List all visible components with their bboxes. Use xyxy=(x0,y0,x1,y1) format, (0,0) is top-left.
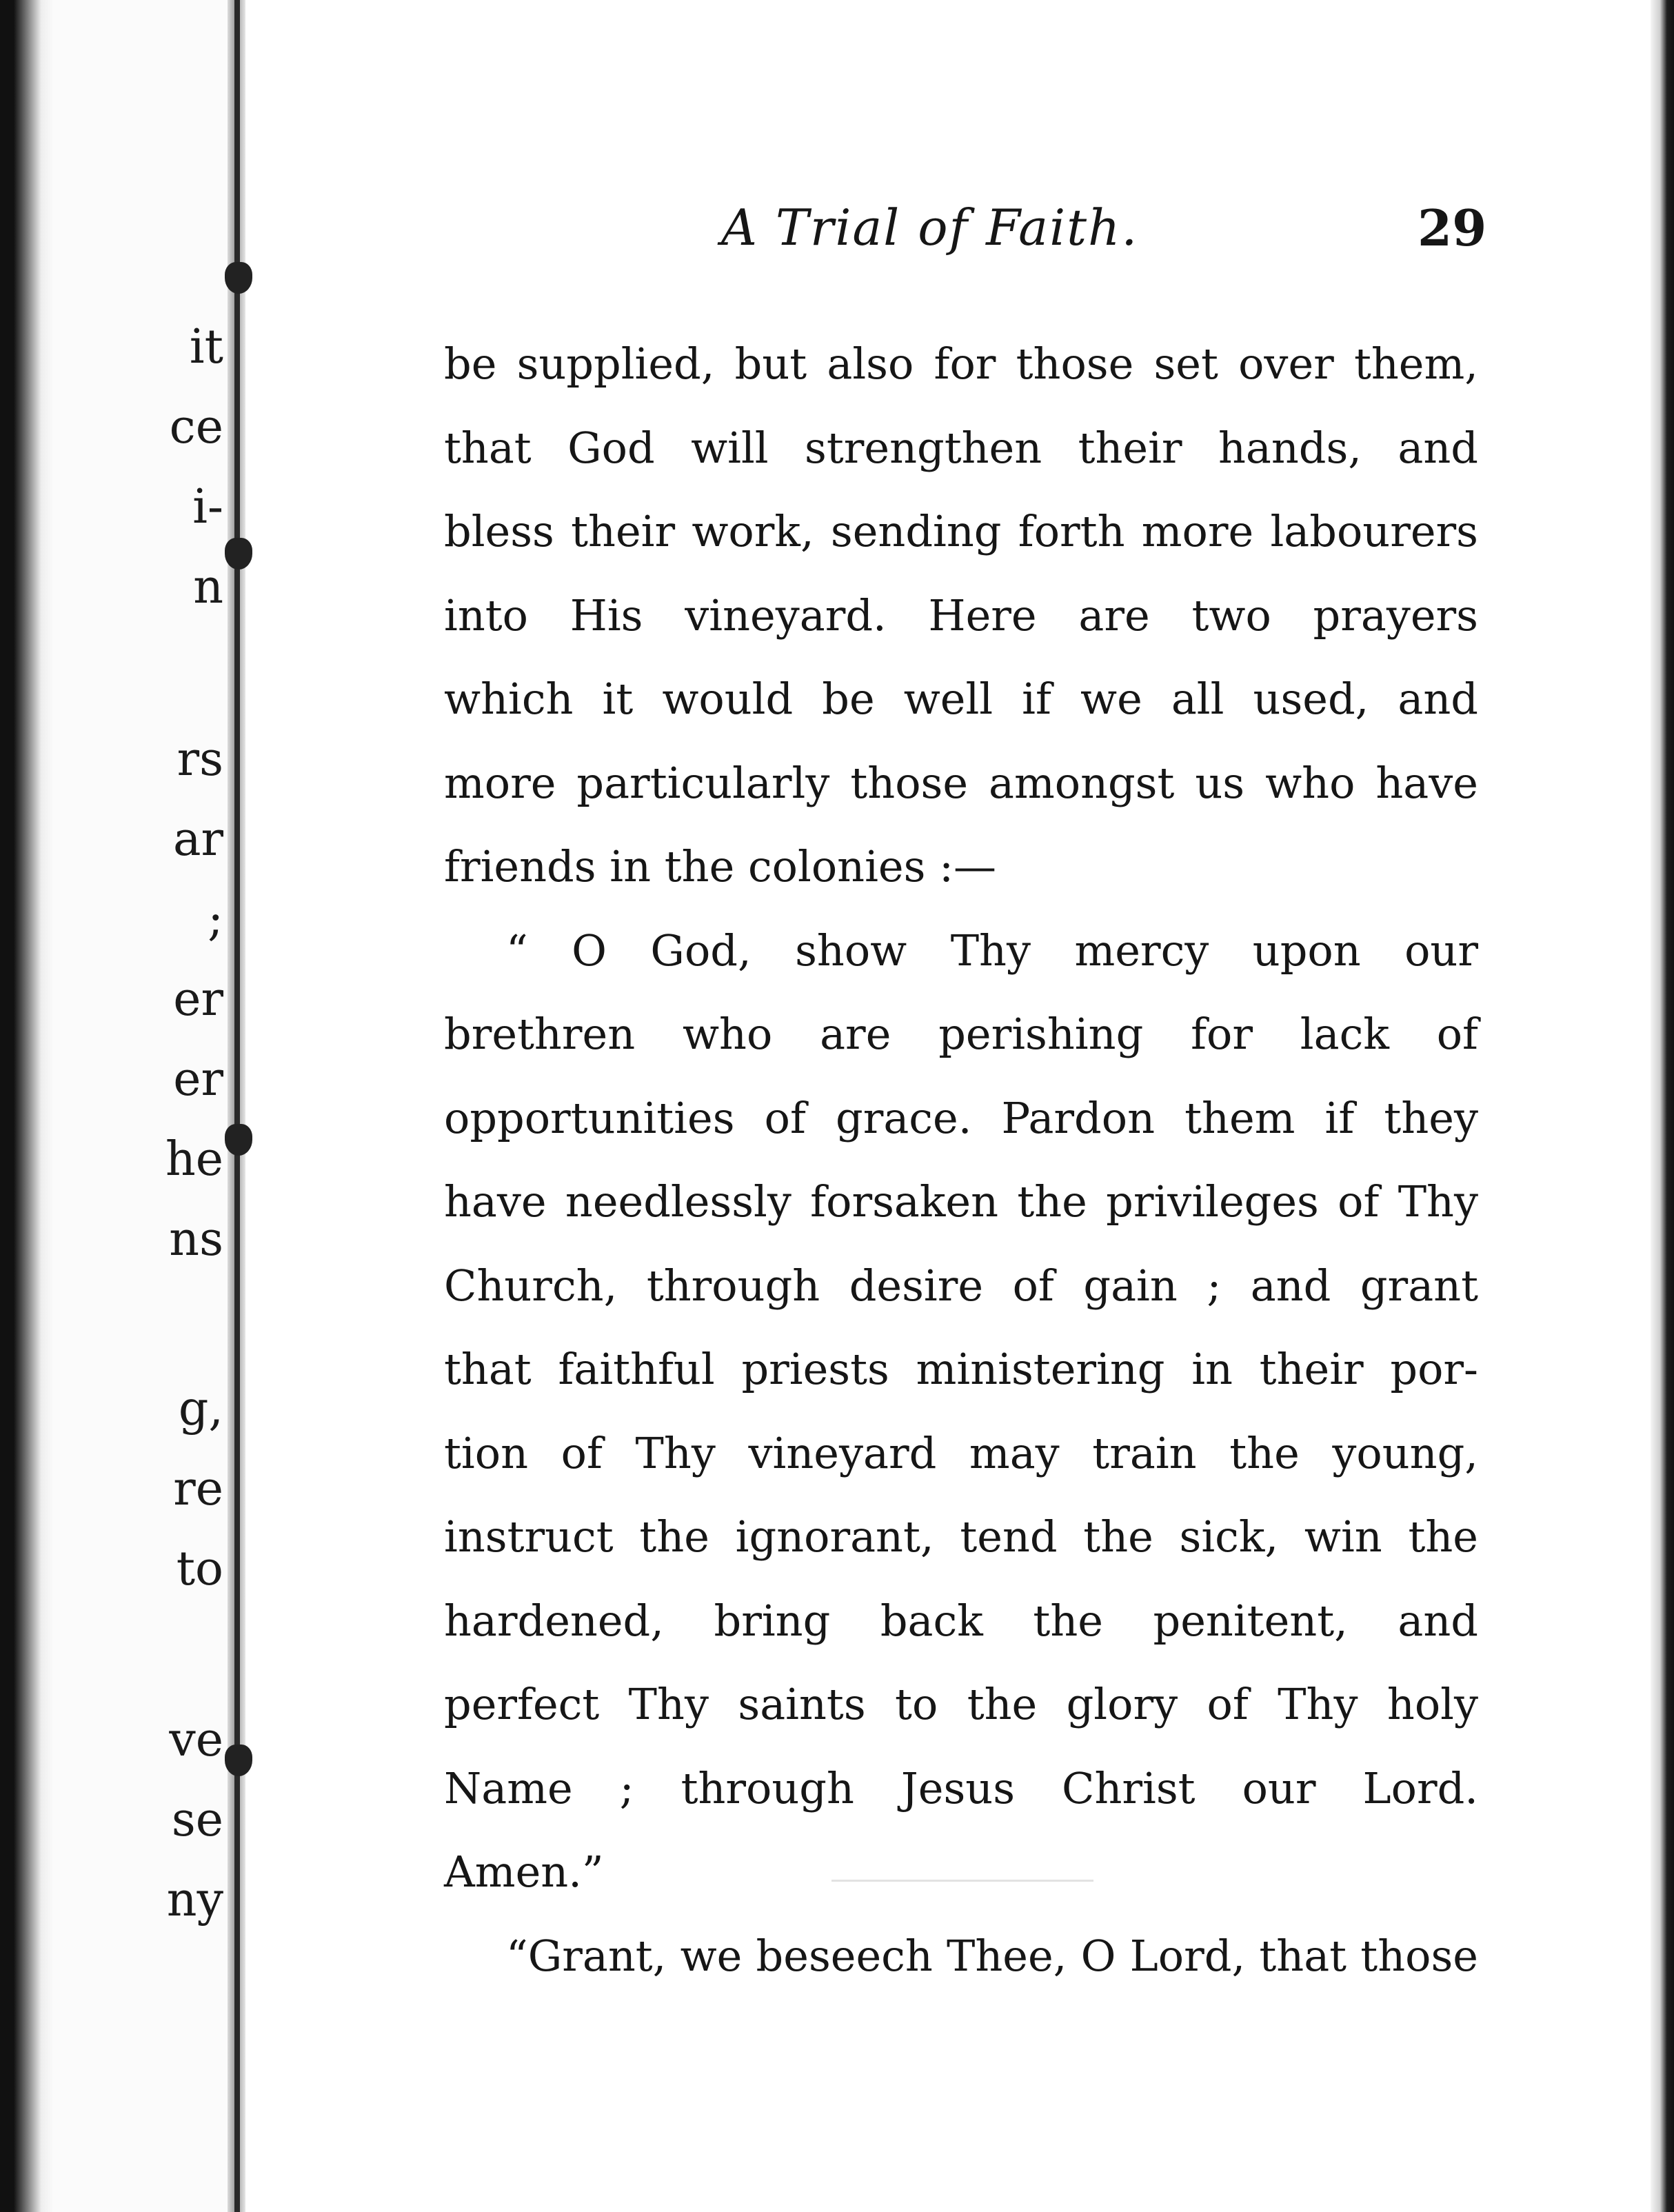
bleed-through-rule xyxy=(831,1880,1093,1882)
left-fragment: er xyxy=(173,972,223,1027)
left-fragment: it xyxy=(189,320,223,374)
left-fragment: rs xyxy=(177,732,223,787)
page-number: 29 xyxy=(1418,199,1487,257)
running-head-title: A Trial of Faith. xyxy=(721,199,1139,257)
text-line: opportunities of grace. Pardon them if they xyxy=(444,1092,1478,1143)
left-fragment: se xyxy=(171,1793,223,1847)
text-line: perfect Thy saints to the glory of Thy holy xyxy=(444,1679,1478,1729)
left-fragment: i- xyxy=(192,480,223,534)
binding-line xyxy=(234,0,240,2212)
left-fragment: ve xyxy=(169,1713,223,1767)
text-line: Church, through desire of gain ; and grant xyxy=(444,1260,1478,1311)
left-fragment: g, xyxy=(178,1382,223,1436)
text-line: into His vineyard. Here are two prayers xyxy=(444,590,1478,641)
text-line: Name ; through Jesus Christ our Lord. xyxy=(444,1762,1478,1813)
left-facing-page xyxy=(0,0,228,2212)
running-head xyxy=(245,192,1651,261)
text-line: “Grant, we beseech Thee, O Lord, that those xyxy=(506,1930,1478,1981)
left-fragment: ny xyxy=(166,1873,223,1927)
left-fragment: to xyxy=(176,1542,223,1596)
text-line: that God will strengthen their hands, and xyxy=(444,422,1478,473)
text-line: be supplied, but also for those set over them, xyxy=(444,339,1478,389)
right-page-edge xyxy=(1651,0,1674,2212)
left-fragment: he xyxy=(165,1132,223,1187)
text-line: brethren who are perishing for lack of xyxy=(444,1009,1478,1059)
left-page-text-fragments xyxy=(145,0,228,2212)
left-page-edge xyxy=(0,0,54,2212)
left-fragment: er xyxy=(173,1052,223,1107)
body-text xyxy=(444,330,1478,2005)
text-line: tion of Thy vineyard may train the young, xyxy=(444,1427,1478,1478)
text-line: have needlessly forsaken the privileges of Thy xyxy=(444,1176,1478,1227)
text-line: more particularly those amongst us who have xyxy=(444,757,1478,808)
text-line: friends in the colonies :— xyxy=(444,841,997,892)
text-line: Amen.” xyxy=(444,1847,604,1897)
left-fragment: ns xyxy=(169,1212,223,1267)
left-fragment: ar xyxy=(172,812,223,867)
left-fragment: n xyxy=(193,560,223,614)
text-line: hardened, bring back the penitent, and xyxy=(444,1595,1478,1646)
left-fragment: ce xyxy=(169,400,223,454)
text-line: that faithful priests ministering in their por- xyxy=(444,1344,1478,1394)
left-fragment: ; xyxy=(208,892,223,947)
text-line: bless their work, sending forth more labourers xyxy=(444,506,1478,556)
text-line: instruct the ignorant, tend the sick, win the xyxy=(444,1511,1478,1562)
book-page xyxy=(245,0,1651,2212)
text-line: which it would be well if we all used, and xyxy=(444,674,1478,724)
text-line: “ O God, show Thy mercy upon our xyxy=(506,925,1478,976)
left-fragment: re xyxy=(173,1462,223,1516)
